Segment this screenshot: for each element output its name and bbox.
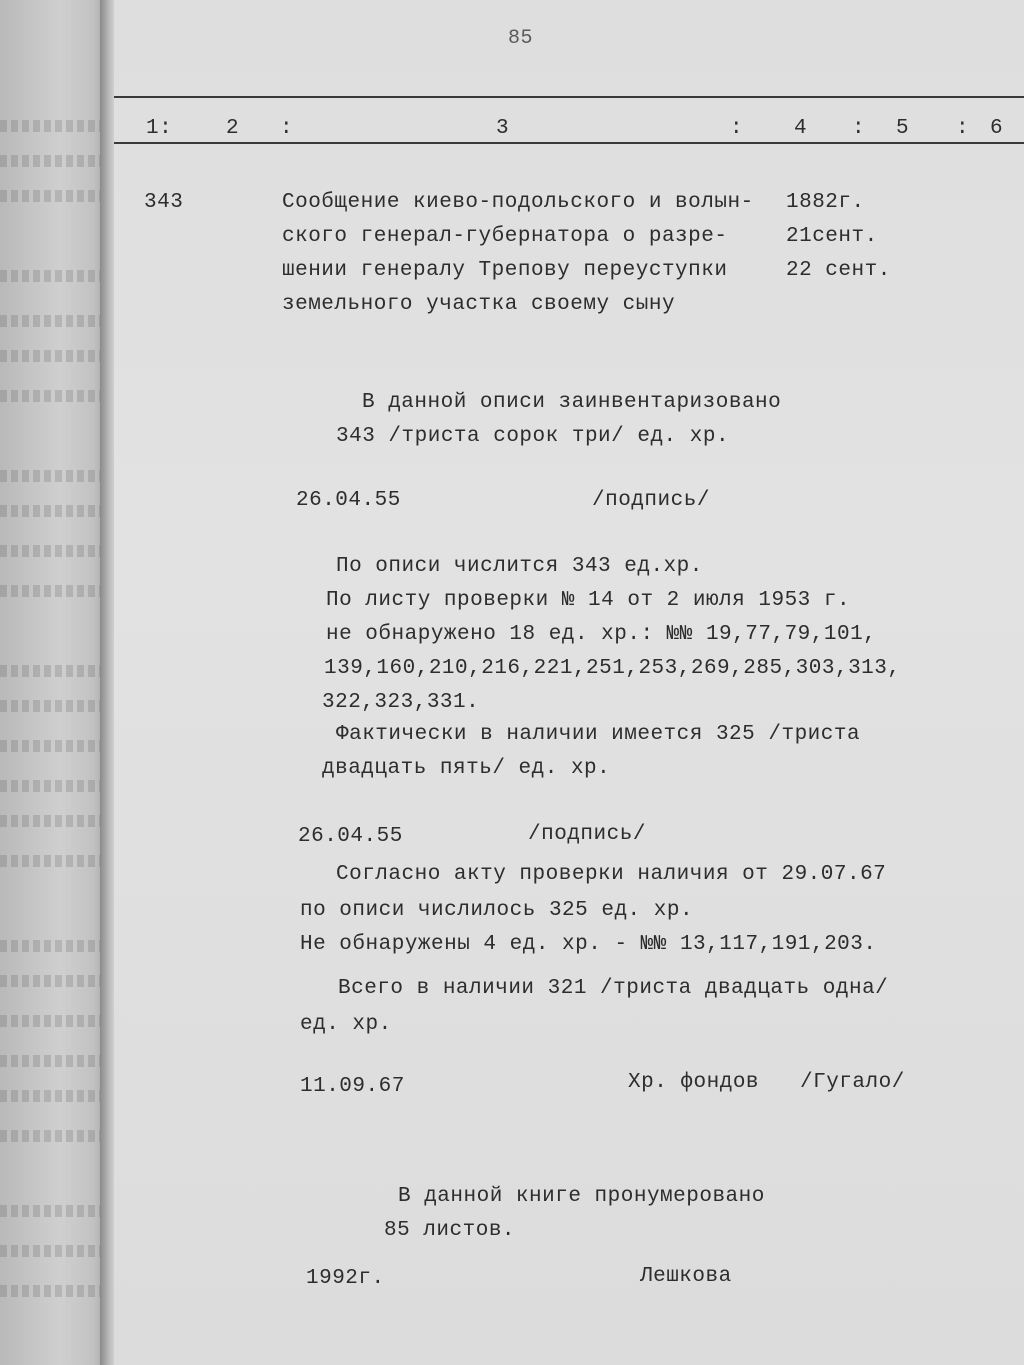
ghost-text-line [0, 1130, 100, 1142]
note-line: Согласно акту проверки наличия от 29.07.67 [336, 863, 887, 886]
note-line: двадцать пять/ ед. хр. [322, 757, 611, 780]
note-line: Не обнаружены 4 ед. хр. - №№ 13,117,191,203. [300, 933, 877, 956]
header-bottom-rule [114, 142, 1024, 144]
column-header-cell: : [852, 117, 866, 140]
ghost-text-line [0, 470, 100, 482]
ghost-text-line [0, 1245, 100, 1257]
note-line: 139,160,210,216,221,251,253,269,285,303,313, [324, 657, 901, 680]
footer-year: 1992г. [306, 1267, 385, 1290]
ghost-text-line [0, 1015, 100, 1027]
note-line: Фактически в наличии имеется 325 /триста [336, 723, 861, 746]
signatory-role: Хр. фондов [628, 1071, 760, 1094]
entry-line: земельного участка своему сыну [282, 293, 676, 316]
note-line: не обнаружено 18 ед. хр.: №№ 19,77,79,101, [326, 623, 877, 646]
signature-date: 26.04.55 [298, 825, 403, 848]
entry-date: 21сент. [786, 225, 878, 248]
entry-date: 22 сент. [786, 259, 891, 282]
note-line: В данной книге пронумеровано [398, 1185, 765, 1208]
column-header-cell: : [730, 117, 744, 140]
ghost-text-line [0, 780, 100, 792]
note-line: По листу проверки № 14 от 2 июля 1953 г. [326, 589, 851, 612]
ghost-text-line [0, 585, 100, 597]
column-header-cell: 6 [990, 117, 1004, 140]
ghost-text-line [0, 1205, 100, 1217]
header-top-rule [114, 96, 1024, 98]
entry-line: ского генерал-губернатора о разре- [282, 225, 728, 248]
ghost-text-line [0, 855, 100, 867]
ghost-text-line [0, 1055, 100, 1067]
column-header-cell: 4 [794, 117, 808, 140]
note-line: 322,323,331. [322, 691, 480, 714]
column-header-cell: 5 [896, 117, 910, 140]
signature-date: 11.09.67 [300, 1075, 405, 1098]
signature-date: 26.04.55 [296, 489, 401, 512]
footer-name: Лешкова [640, 1265, 732, 1288]
column-header-cell: 2 [226, 117, 240, 140]
ghost-text-line [0, 815, 100, 827]
entry-number: 343 [144, 191, 184, 214]
note-line: Всего в наличии 321 /триста двадцать одна/ [338, 977, 889, 1000]
ghost-text-line [0, 315, 100, 327]
entry-line: Сообщение киево-подольского и волын- [282, 191, 754, 214]
entry-date: 1882г. [786, 191, 865, 214]
ghost-text-line [0, 155, 100, 167]
note-line: ед. хр. [300, 1013, 392, 1036]
column-header-cell: : [956, 117, 970, 140]
ghost-text-line [0, 665, 100, 677]
signature: /подпись/ [528, 823, 646, 846]
column-header-cell: 1: [146, 117, 173, 140]
note-line: В данной описи заинвентаризовано [362, 391, 782, 414]
ghost-text-line [0, 1090, 100, 1102]
ghost-text-line [0, 545, 100, 557]
note-line: По описи числится 343 ед.хр. [336, 555, 703, 578]
ghost-text-line [0, 270, 100, 282]
ghost-text-line [0, 390, 100, 402]
signature: /подпись/ [592, 489, 710, 512]
ghost-text-line [0, 505, 100, 517]
ghost-text-line [0, 190, 100, 202]
entry-line: шении генералу Трепову переуступки [282, 259, 728, 282]
column-header-cell: 3 [496, 117, 510, 140]
ghost-text-line [0, 740, 100, 752]
document-page [114, 0, 1024, 1365]
ghost-text-line [0, 350, 100, 362]
ghost-text-line [0, 940, 100, 952]
signature: /Гугало/ [800, 1071, 905, 1094]
column-header-cell: : [280, 117, 294, 140]
ghost-text-line [0, 1285, 100, 1297]
ghost-text-line [0, 975, 100, 987]
note-line: 343 /триста сорок три/ ед. хр. [336, 425, 730, 448]
page-number: 85 [508, 27, 534, 50]
note-line: 85 листов. [384, 1219, 516, 1242]
ghost-text-line [0, 120, 100, 132]
note-line: по описи числилось 325 ед. хр. [300, 899, 694, 922]
ghost-text-line [0, 700, 100, 712]
left-facing-page [0, 0, 110, 1365]
